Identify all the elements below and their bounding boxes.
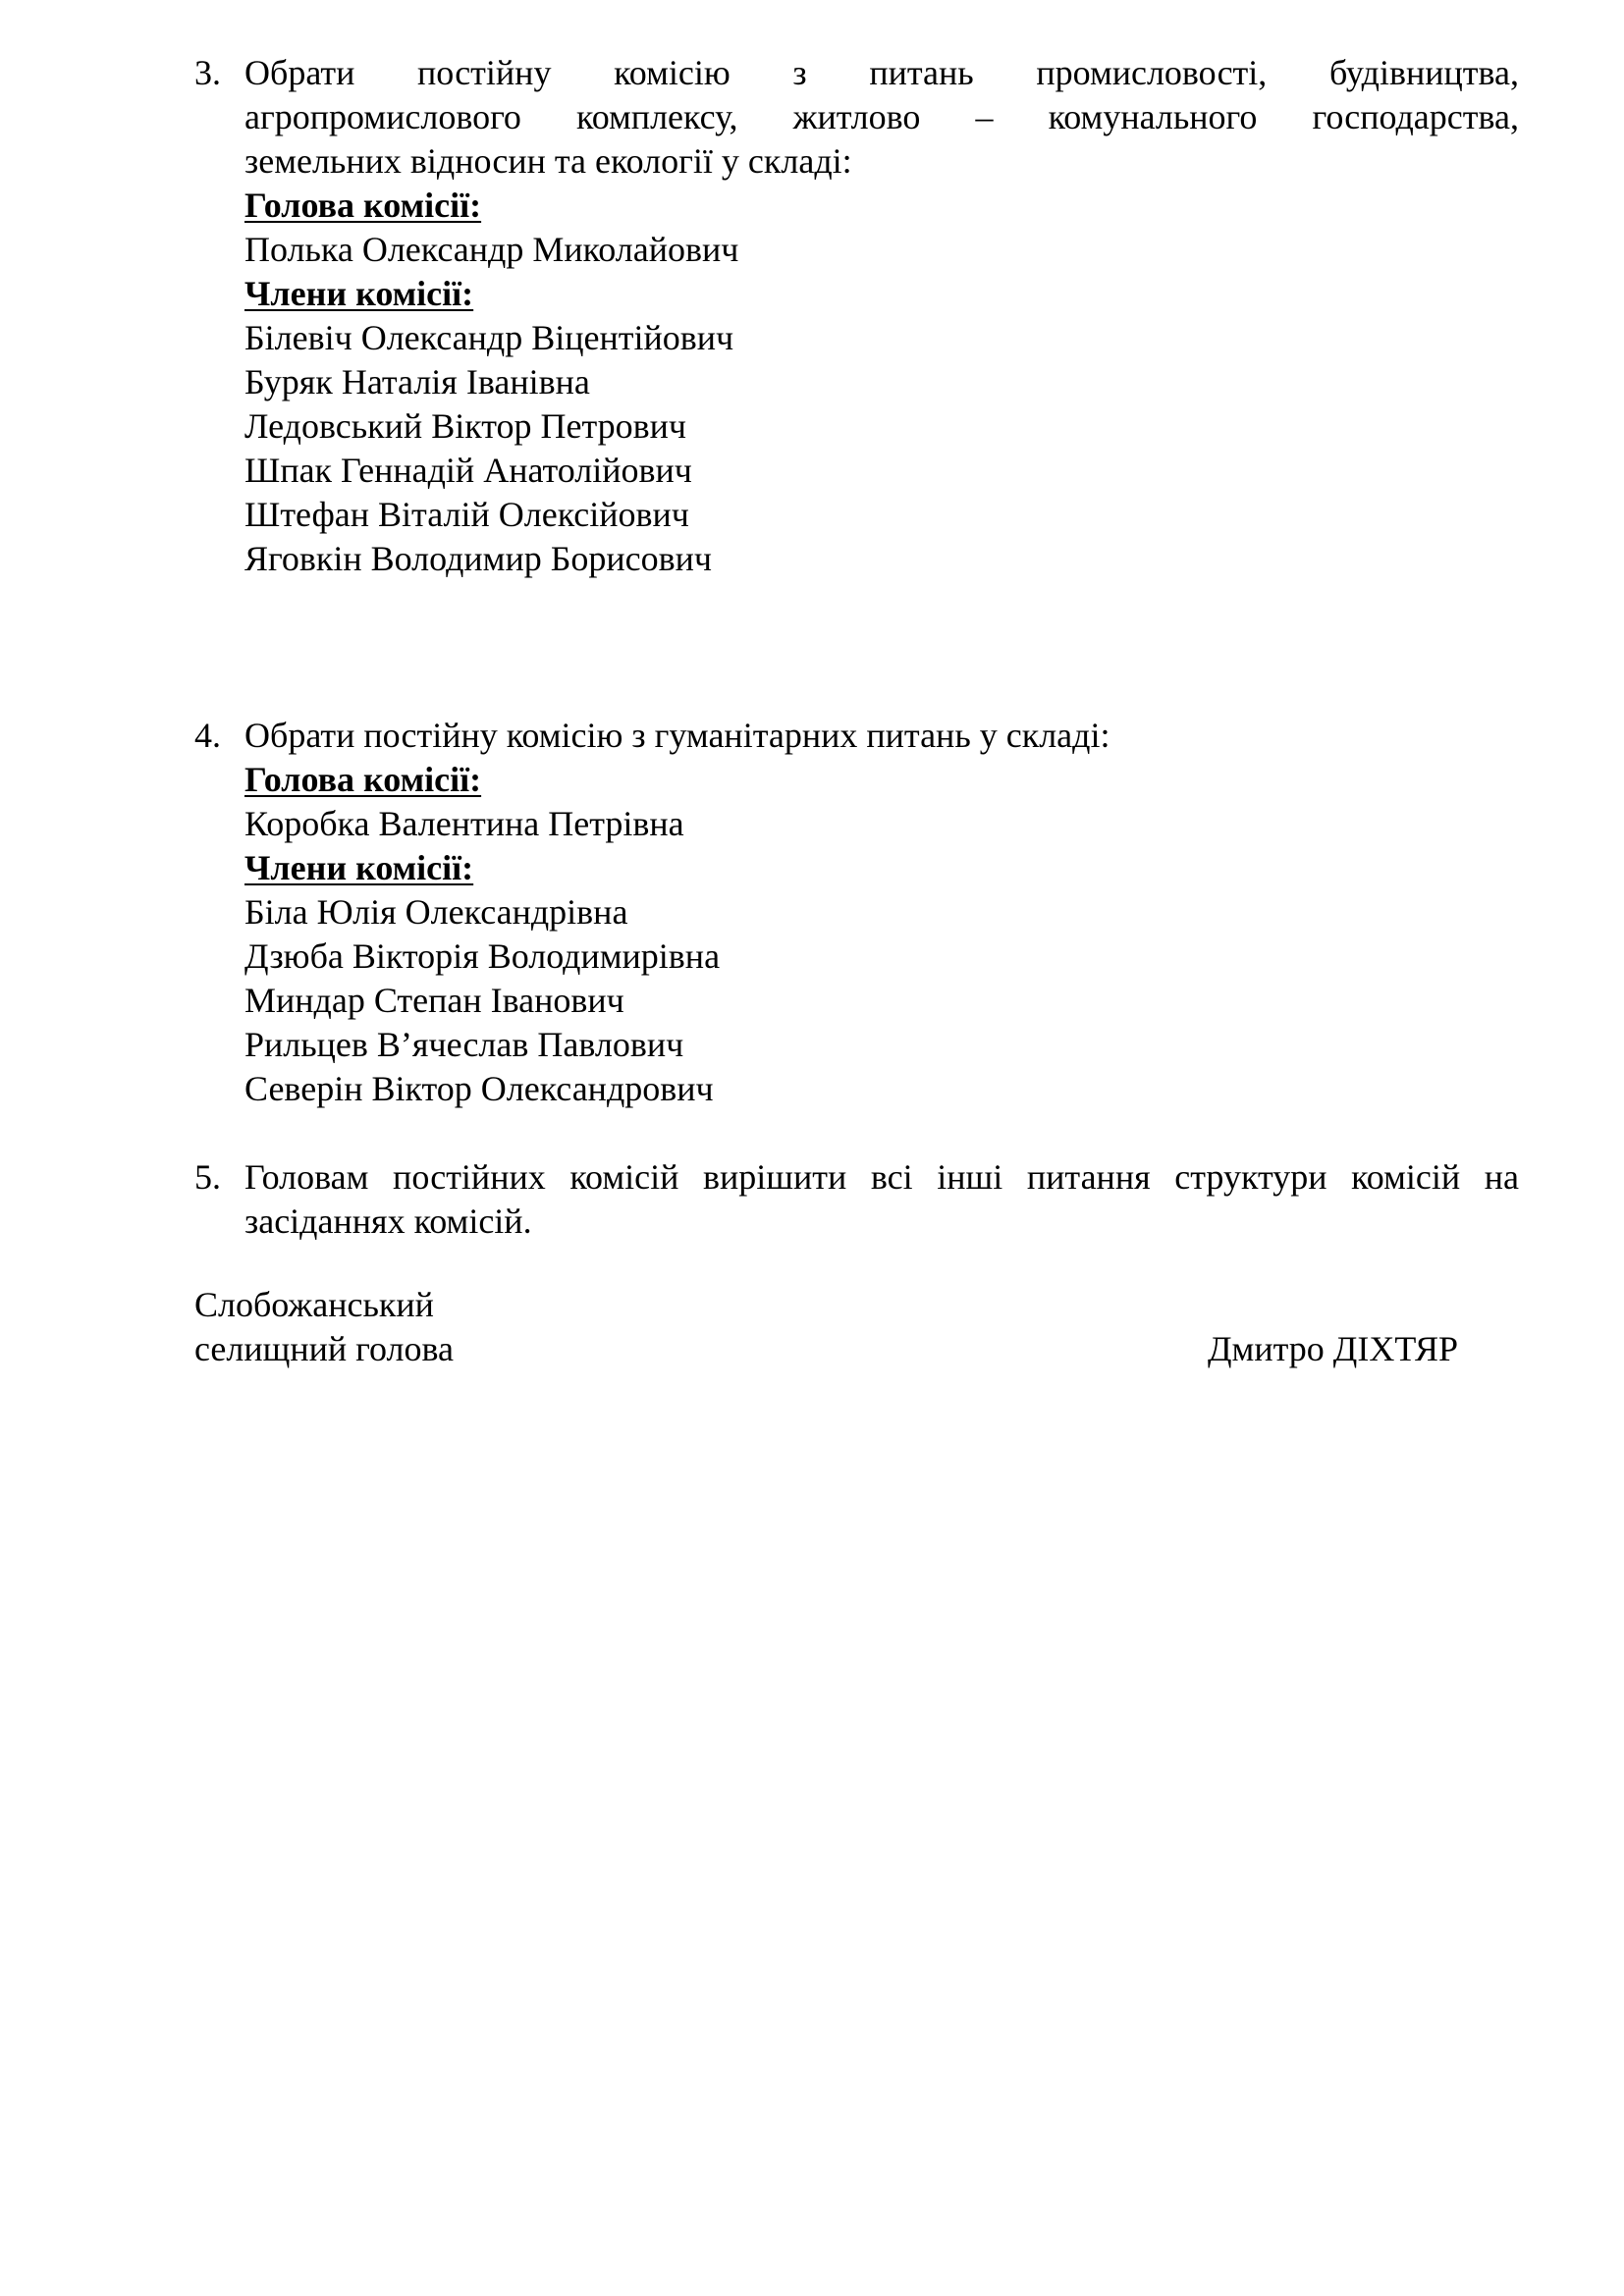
item-4-member: Миндар Степан Іванович: [244, 981, 624, 1020]
item-3-chair-name: Полька Олександр Миколайович: [244, 230, 739, 269]
item-3-text-line-1: Обрати постійну комісію з питань промисловості, будівництва,: [244, 53, 1519, 92]
item-3-member: Ледовський Віктор Петрович: [244, 406, 686, 446]
signature-title-line-1: Слобожанський: [194, 1285, 434, 1324]
item-3-member: Білевіч Олександр Віцентійович: [244, 318, 734, 357]
item-3-member: Штефан Віталій Олексійович: [244, 495, 689, 534]
item-4-member: Дзюба Вікторія Володимирівна: [244, 936, 721, 976]
item-4-member: Рильцев В’ячеслав Павлович: [244, 1025, 684, 1064]
item-3-members-heading: Члени комісії:: [244, 274, 474, 313]
item-4-chair-name: Коробка Валентина Петрівна: [244, 804, 684, 843]
item-3-number: 3.: [194, 53, 221, 92]
item-3-member: Яговкін Володимир Борисович: [244, 539, 713, 578]
signature-title-line-2: селищний голова: [194, 1329, 455, 1368]
item-4-member: Северін Віктор Олександрович: [244, 1069, 714, 1108]
item-5-text-line-2: засіданнях комісій.: [244, 1201, 532, 1241]
item-3-text-line-3: земельних відносин та екології у складі:: [244, 141, 852, 181]
item-4-member: Біла Юлія Олександрівна: [244, 892, 628, 932]
signature-name: Дмитро ДІХТЯР: [1208, 1329, 1458, 1368]
item-4-members-heading: Члени комісії:: [244, 848, 474, 887]
item-4-text-line-1: Обрати постійну комісію з гуманітарних питань у складі:: [244, 716, 1110, 755]
item-4-chair-heading: Голова комісії:: [244, 760, 482, 799]
item-3-member: Шпак Геннадій Анатолійович: [244, 451, 692, 490]
item-3-chair-heading: Голова комісії:: [244, 186, 482, 225]
item-5-number: 5.: [194, 1157, 221, 1197]
item-4-number: 4.: [194, 716, 221, 755]
item-3-text-line-2: агропромислового комплексу, житлово – комунального господарства,: [244, 97, 1519, 136]
item-5-text-line-1: Головам постійних комісій вирішити всі інші питання структури комісій на: [244, 1157, 1519, 1197]
item-3-member: Буряк Наталія Іванівна: [244, 362, 590, 401]
